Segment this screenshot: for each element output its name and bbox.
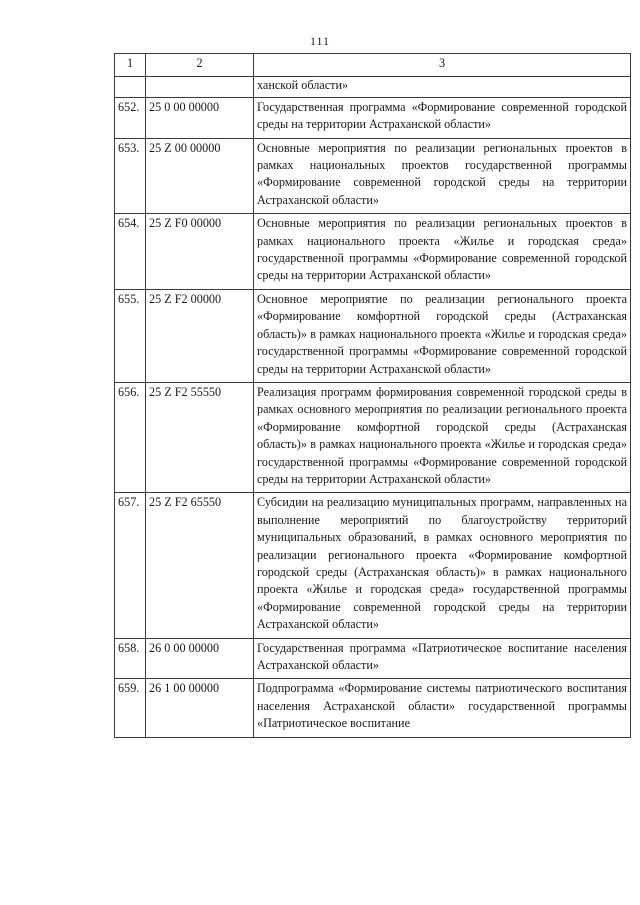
row-number: 652. — [115, 97, 146, 138]
continuation-row — [115, 77, 631, 97]
table-row — [115, 289, 631, 382]
table-header-row — [115, 54, 631, 77]
row-description: Подпрограмма «Формирование системы патриотического воспитания населения Астраханской области» государственной программы «Патриотическое воспитание — [254, 679, 631, 737]
table-row — [115, 214, 631, 290]
row-description: Основные мероприятия по реализации региональных проектов в рамках национального проекта «Жилье и городская среда» государственной программы «Формирование современной городской среды на территории Астраханской области» — [254, 214, 631, 290]
row-number: 653. — [115, 138, 146, 214]
header-col-2: 2 — [146, 54, 254, 77]
row-number: 659. — [115, 679, 146, 737]
table-row — [115, 138, 631, 214]
table-row — [115, 97, 631, 138]
row-code: 26 1 00 00000 — [146, 679, 254, 737]
row-code: 25 Z F0 00000 — [146, 214, 254, 290]
row-description: Основное мероприятие по реализации регионального проекта «Формирование комфортной городской среды (Астраханская область)» в рамках национального проекта «Жилье и городская среда» государственной программы «Формирование современной городской среды на территории Астраханской области» — [254, 289, 631, 382]
row-number: 657. — [115, 493, 146, 638]
header-col-3: 3 — [254, 54, 631, 77]
row-number: 656. — [115, 382, 146, 492]
row-description: Субсидии на реализацию муниципальных программ, направленных на выполнение мероприятий по благоустройству территорий муниципальных образований, в рамках основного мероприятия по реализации регионального проекта «Формирование комфортной городской среды (Астраханская область)» в рамках национального проекта «Жилье и городская среда» государственной программы «Формирование современной городской среды на территории Астраханской области» — [254, 493, 631, 638]
table-row — [115, 382, 631, 492]
continuation-num-cell — [115, 77, 146, 97]
row-description: Основные мероприятия по реализации региональных проектов в рамках национальных проектов государственной программы «Формирование современной городской среды на территории Астраханской области» — [254, 138, 631, 214]
row-number: 655. — [115, 289, 146, 382]
header-col-1: 1 — [115, 54, 146, 77]
table-row — [115, 638, 631, 679]
row-code: 25 Z F2 65550 — [146, 493, 254, 638]
row-description: Государственная программа «Формирование современной городской среды на территории Астраханской области» — [254, 97, 631, 138]
row-number: 654. — [115, 214, 146, 290]
continuation-text: ханской области» — [254, 77, 631, 97]
row-code: 26 0 00 00000 — [146, 638, 254, 679]
table-row — [115, 679, 631, 737]
continuation-code-cell — [146, 77, 254, 97]
page-number: 111 — [309, 34, 331, 48]
row-code: 25 Z 00 00000 — [146, 138, 254, 214]
table-row — [115, 493, 631, 638]
budget-code-table — [114, 53, 631, 738]
row-code: 25 Z F2 00000 — [146, 289, 254, 382]
row-code: 25 Z F2 55550 — [146, 382, 254, 492]
row-description: Государственная программа «Патриотическое воспитание населения Астраханской области» — [254, 638, 631, 679]
row-description: Реализация программ формирования современной городской среды в рамках основного мероприятия по реализации регионального проекта «Формирование комфортной городской среды (Астраханская область)» в рамках национального проекта «Жилье и городская среда» государственной программы «Формирование современной городской среды на территории Астраханской области» — [254, 382, 631, 492]
row-code: 25 0 00 00000 — [146, 97, 254, 138]
row-number: 658. — [115, 638, 146, 679]
